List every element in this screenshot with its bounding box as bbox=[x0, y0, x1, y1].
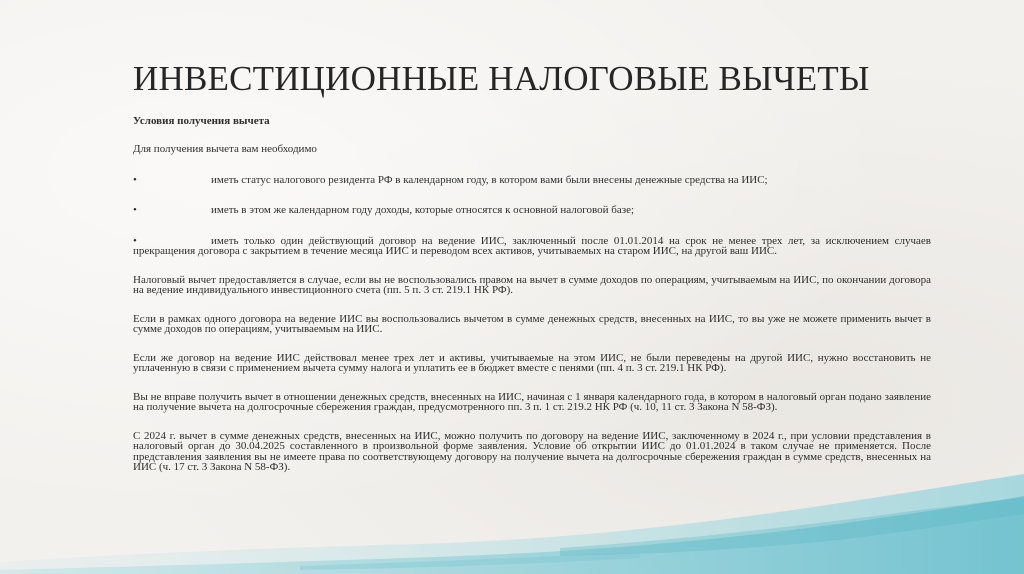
paragraph: Если же договор на ведение ИИС действовал менее трех лет и активы, учитываемые на этом ИИС, не были переведены на другой ИИС, нужно восстановить не уплаченную в связи с применением вычета сумму налога и уплатить ее в бюджет вместе с пенями (пп. 4 п. 3 ст. 219.1 НК РФ). bbox=[133, 351, 931, 374]
paragraph: Вы не вправе получить вычет в отношении денежных средств, внесенных на ИИС, начиная с 1 января календарного года, в котором в налоговый орган подано заявление на получение вычета на долгосрочные сбережения граждан, предусмотренного пп. 3 п. 1 ст. 219.2 НК РФ (ч. 10, 11 ст. 3 Закона N 58-ФЗ). bbox=[133, 390, 931, 413]
paragraph: Налоговый вычет предоставляется в случае, если вы не воспользовались правом на вычет в сумме доходов по операциям, учитываемым на ИИС, по окончании договора на ведение индивидуального инвестиционного счета (пп. 5 п. 3 ст. 219.1 НК РФ). bbox=[133, 273, 931, 296]
paragraph: С 2024 г. вычет в сумме денежных средств, внесенных на ИИС, можно получить по договору на ведение ИИС, заключенному в 2024 г., при условии представления в налоговый орган до 30.04.2025 составленного в произвольной форме заявления. Условие об открытии ИИС до 01.01.2024 в таком случае не применяется. После представления заявления вы не имеете права по соответствующему договору на получение вычета на долгосрочные сбережения граждан в сумме средств, внесенных на ИИС (ч. 17 ст. 3 Закона N 58-ФЗ). bbox=[133, 429, 931, 473]
bullet-item bbox=[133, 175, 931, 186]
paragraph: Если в рамках одного договора на ведение ИИС вы воспользовались вычетом в сумме денежных средств, внесенных на ИИС, то вы уже не можете применить вычет в сумме доходов по операциям, учитываемым на ИИС. bbox=[133, 312, 931, 335]
section-subtitle: Условия получения вычета bbox=[133, 115, 270, 127]
bullet-text: иметь статус налогового резидента РФ в календарном году, в котором вами были внесены денежные средства на ИИС; bbox=[211, 173, 768, 186]
bullet-text: иметь только один действующий договор на ведение ИИС, заключенный после 01.01.2014 на срок не менее трех лет, за исключением случаев прекращения договора с закрытием в течение месяца ИИС и переводом всех активов, учитываемых на старом ИИС, на другой ваш ИИС. bbox=[133, 234, 931, 257]
slide-title: ИНВЕСТИЦИОННЫЕ НАЛОГОВЫЕ ВЫЧЕТЫ bbox=[133, 59, 870, 98]
slide-content bbox=[133, 55, 931, 473]
bullet-item bbox=[133, 236, 931, 257]
bullet-item bbox=[133, 205, 931, 216]
bullet-text: иметь в этом же календарном году доходы, которые относятся к основной налоговой базе; bbox=[211, 204, 635, 216]
bullet-marker: • bbox=[133, 173, 137, 186]
bullet-marker: • bbox=[133, 204, 137, 216]
intro-text: Для получения вычета вам необходимо bbox=[133, 143, 317, 155]
bullet-marker: • bbox=[133, 234, 137, 247]
